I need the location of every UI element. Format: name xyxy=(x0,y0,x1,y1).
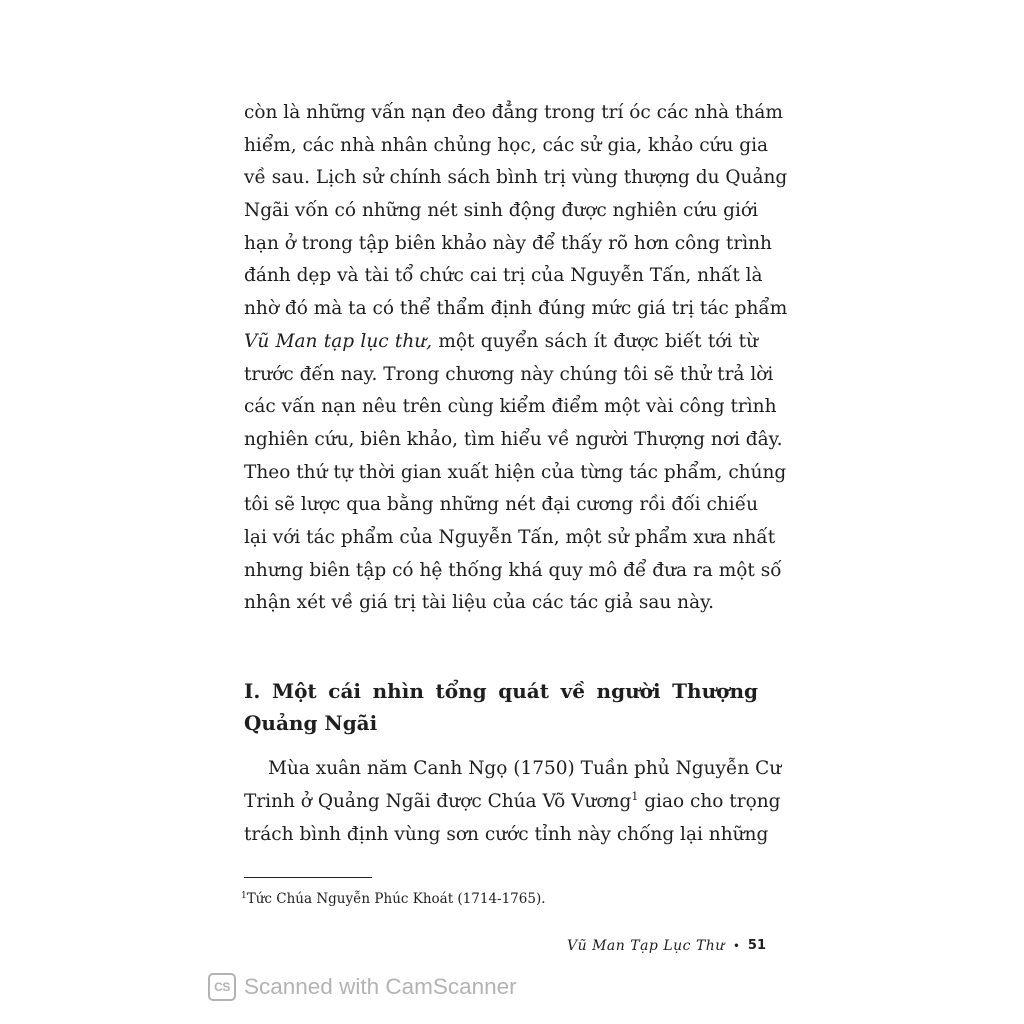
footnote xyxy=(241,889,546,909)
body-line-rest: một quyển sách ít được biết tới từ xyxy=(432,330,758,352)
section-heading-line: I. Một cái nhìn tổng quát về người Thượng xyxy=(244,679,758,703)
paragraph-text: Trinh ở Quảng Ngãi được Chúa Võ Vương xyxy=(244,791,632,812)
paragraph-line: trách bình định vùng sơn cước tỉnh này chống lại những xyxy=(244,824,769,845)
body-line: Theo thứ tự thời gian xuất hiện của từng tác phẩm, chúng xyxy=(244,461,787,483)
body-line: còn là những vấn nạn đeo đẳng trong trí óc các nhà thám xyxy=(244,102,783,123)
watermark-text: Scanned with CamScanner xyxy=(244,974,517,999)
footnote-marker: 1 xyxy=(241,891,247,901)
paragraph-text: giao cho trọng xyxy=(638,791,781,812)
body-line: về sau. Lịch sử chính sách bình trị vùng thượng du Quảng xyxy=(244,167,788,189)
section-paragraph xyxy=(244,752,782,851)
footnote-divider xyxy=(244,877,372,878)
footnote-text: Tức Chúa Nguyễn Phúc Khoát (1714-1765). xyxy=(246,891,546,907)
body-line: lại với tác phẩm của Nguyễn Tấn, một sử phẩm xưa nhất xyxy=(244,526,776,548)
body-line: nghiên cứu, biên khảo, tìm hiểu về người Thượng nơi đây. xyxy=(244,428,783,450)
scanner-watermark xyxy=(208,970,517,1004)
camscanner-logo-icon: CS xyxy=(208,973,236,1001)
body-text xyxy=(244,97,788,620)
footnote-reference: 1 xyxy=(631,790,639,803)
paragraph-line xyxy=(244,785,781,818)
body-line: tôi sẽ lược qua bằng những nét đại cương rồi đối chiếu xyxy=(244,494,758,516)
running-footer-title: Vũ Man Tạp Lục Thư xyxy=(567,938,725,954)
body-line: nhưng biên tập có hệ thống khá quy mô để đưa ra một số xyxy=(244,559,782,581)
section-heading-line: Quảng Ngãi xyxy=(244,711,378,735)
body-line: nhờ đó mà ta có thể thẩm định đúng mức giá trị tác phẩm xyxy=(244,298,788,320)
body-line: nhận xét về giá trị tài liệu của các tác giả sau này. xyxy=(244,592,714,614)
body-line: hạn ở trong tập biên khảo này để thấy rõ hơn công trình xyxy=(244,232,772,254)
running-footer xyxy=(567,936,766,956)
section-heading xyxy=(244,675,758,739)
body-line xyxy=(244,326,758,359)
body-line: các vấn nạn nêu trên cùng kiểm điểm một vài công trình xyxy=(244,396,777,418)
body-line: đánh dẹp và tài tổ chức cai trị của Nguyễn Tấn, nhất là xyxy=(244,265,763,287)
body-line: trước đến nay. Trong chương này chúng tôi sẽ thử trả lời xyxy=(244,363,774,385)
paragraph-line: Mùa xuân năm Canh Ngọ (1750) Tuần phủ Nguyễn Cư xyxy=(268,758,782,779)
book-title-italic: Vũ Man tạp lục thư, xyxy=(244,330,433,352)
body-line: hiểm, các nhà nhân chủng học, các sử gia, khảo cứu gia xyxy=(244,134,769,156)
page-number: 51 xyxy=(747,938,766,953)
bullet-separator: • xyxy=(732,939,740,953)
body-line: Ngãi vốn có những nét sinh động được nghiên cứu giới xyxy=(244,200,758,222)
